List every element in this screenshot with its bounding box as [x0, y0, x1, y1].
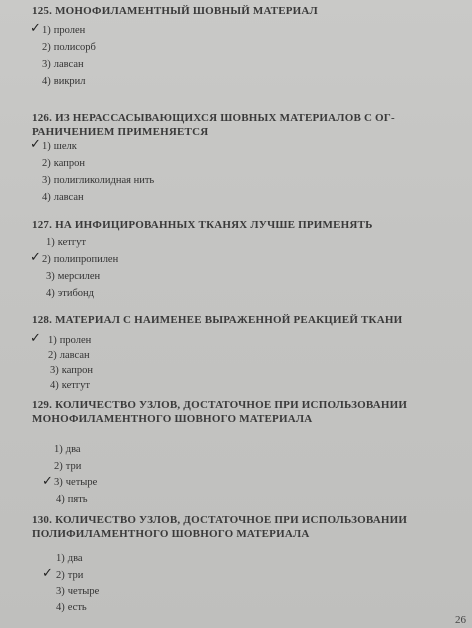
answer-option: 4) этибонд	[46, 288, 95, 299]
answer-option: 4) пять	[56, 494, 88, 505]
answer-option: 1) пролен	[42, 25, 86, 36]
answer-option: 3) мерсилен	[46, 271, 101, 282]
checkmark-icon: ✓	[42, 474, 53, 489]
checkmark-icon: ✓	[42, 566, 53, 581]
answer-option: 2) лавсан	[48, 350, 90, 361]
answer-option: 2) три	[56, 570, 84, 581]
answer-option: 2) три	[54, 461, 82, 472]
checkmark-icon: ✓	[30, 137, 41, 152]
question-text-line-2: МОНОФИЛАМЕНТНОГО ШОВНОГО МАТЕРИАЛА	[32, 413, 313, 425]
answer-option: 2) полипропилен	[42, 254, 119, 265]
question-number: 125.	[32, 5, 53, 17]
question-text-line-2: ПОЛИФИЛАМЕНТНОГО ШОВНОГО МАТЕРИАЛА	[32, 528, 310, 540]
question-text: МАТЕРИАЛ С НАИМЕНЕЕ ВЫРАЖЕННОЙ РЕАКЦИЕЙ ТКАНИ	[55, 314, 403, 326]
question-title	[32, 218, 464, 232]
question-text-line-2: РАНИЧЕНИЕМ ПРИМЕНЯЕТСЯ	[32, 126, 209, 138]
answer-option: 4) есть	[56, 602, 87, 613]
answer-option: 4) кетгут	[50, 380, 90, 391]
question-title	[32, 313, 464, 327]
question-title	[32, 398, 464, 426]
question-text: КОЛИЧЕСТВО УЗЛОВ, ДОСТАТОЧНОЕ ПРИ ИСПОЛЬЗОВАНИИ	[55, 399, 408, 411]
question-text: КОЛИЧЕСТВО УЗЛОВ, ДОСТАТОЧНОЕ ПРИ ИСПОЛЬЗОВАНИИ	[55, 514, 408, 526]
answer-option: 3) полигликолидная нить	[42, 175, 155, 186]
question-text: МОНОФИЛАМЕНТНЫЙ ШОВНЫЙ МАТЕРИАЛ	[55, 5, 318, 17]
answer-option: 1) шелк	[42, 141, 77, 152]
answer-option: 4) лавсан	[42, 192, 84, 203]
answer-option: 1) два	[56, 553, 83, 564]
question-text: НА ИНФИЦИРОВАННЫХ ТКАНЯХ ЛУЧШЕ ПРИМЕНЯТЬ	[55, 219, 373, 231]
answer-option: 2) капрон	[42, 158, 85, 169]
checkmark-icon: ✓	[30, 331, 41, 346]
question-number: 129.	[32, 399, 53, 411]
answer-option: 1) пролен	[48, 335, 92, 346]
question-number: 130.	[32, 514, 53, 526]
question-number: 128.	[32, 314, 53, 326]
answer-option: 2) полисорб	[42, 42, 96, 53]
question-text: ИЗ НЕРАССАСЫВАЮЩИХСЯ ШОВНЫХ МАТЕРИАЛОВ С ОГ-	[55, 112, 395, 124]
question-number: 127.	[32, 219, 53, 231]
answer-option: 1) кетгут	[46, 237, 86, 248]
question-number: 126.	[32, 112, 53, 124]
question-title	[32, 513, 464, 541]
answer-option: 3) лавсан	[42, 59, 84, 70]
question-title	[32, 4, 464, 18]
answer-option: 3) капрон	[50, 365, 93, 376]
checkmark-icon: ✓	[30, 250, 41, 265]
question-title	[32, 111, 464, 139]
answer-option: 3) четыре	[54, 477, 98, 488]
answer-option: 3) четыре	[56, 586, 100, 597]
page-number: 26	[455, 614, 466, 626]
answer-option: 4) викрил	[42, 76, 86, 87]
checkmark-icon: ✓	[30, 21, 41, 36]
answer-option: 1) два	[54, 444, 81, 455]
